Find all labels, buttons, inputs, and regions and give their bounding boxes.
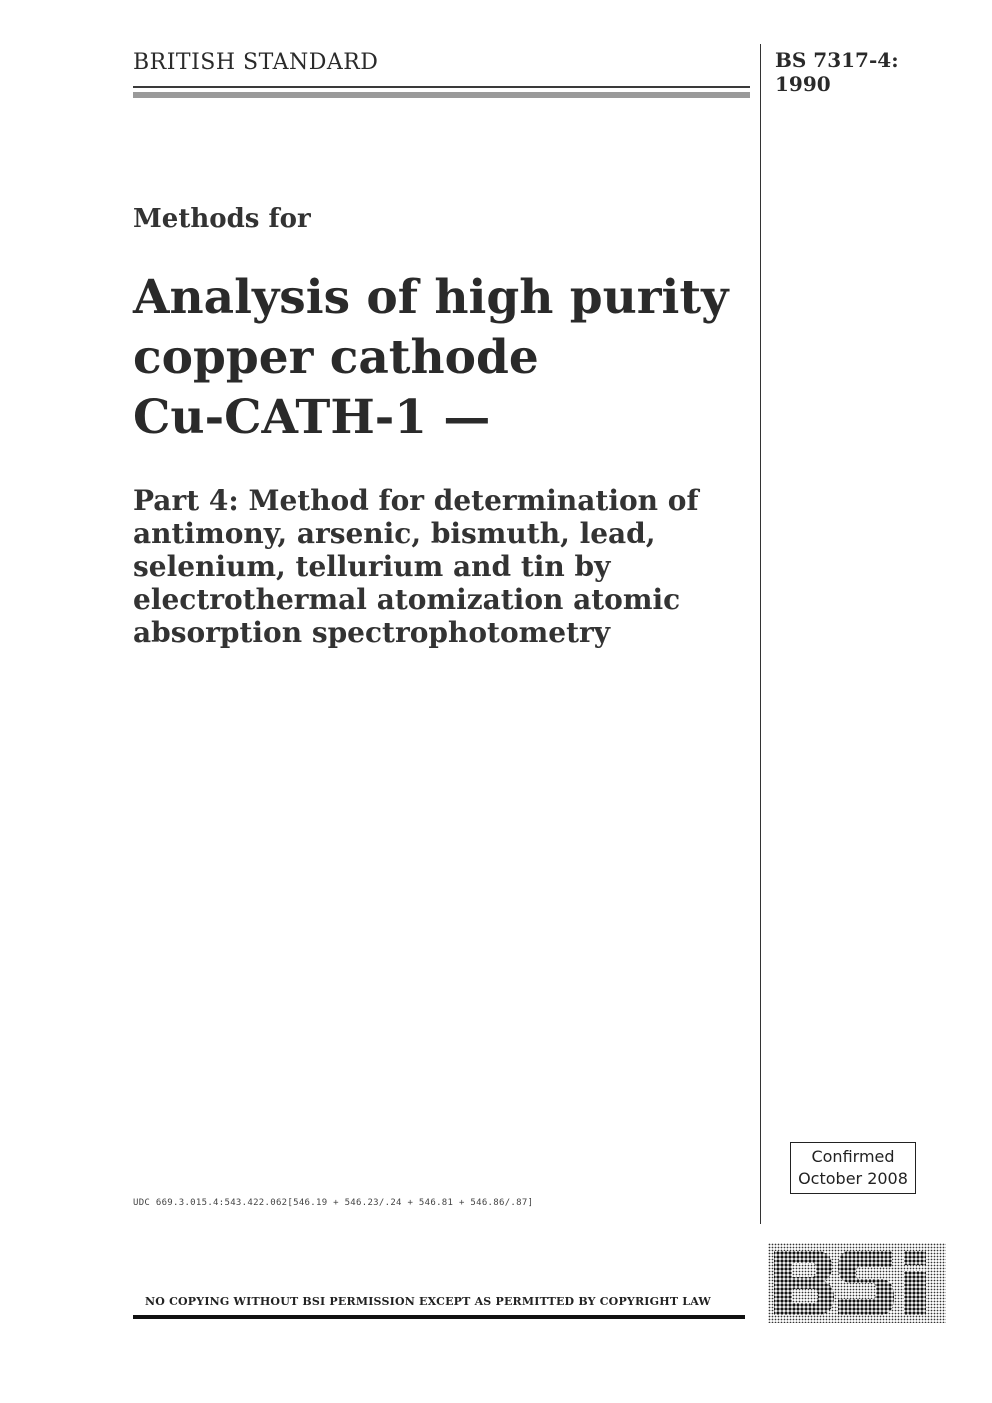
confirmed-stamp (790, 1142, 916, 1194)
bsi-logo (768, 1243, 946, 1323)
subtitle-line: selenium, tellurium and tin by (133, 550, 611, 583)
standard-number-line2: 1990 (775, 72, 831, 96)
subtitle-line: absorption spectrophotometry (133, 616, 611, 649)
title-line: Cu-CATH-1 — (133, 390, 491, 445)
vertical-divider (760, 44, 761, 1224)
document-title (133, 268, 753, 448)
header-rule-thin (133, 86, 750, 88)
subtitle-line: Part 4: Method for determination of (133, 484, 699, 517)
udc-classification: UDC 669.3.015.4:543.422.062[546.19 + 546.23/.24 + 546.81 + 546.86/.87] (133, 1198, 534, 1208)
footer-rule (133, 1315, 745, 1319)
title-lead: Methods for (133, 204, 311, 234)
document-subtitle (133, 484, 753, 649)
subtitle-line: electrothermal atomization atomic (133, 583, 681, 616)
subtitle-line: antimony, arsenic, bismuth, lead, (133, 517, 656, 550)
standard-type-label: BRITISH STANDARD (133, 50, 379, 75)
copyright-notice: NO COPYING WITHOUT BSI PERMISSION EXCEPT AS PERMITTED BY COPYRIGHT LAW (145, 1295, 711, 1308)
standard-number (775, 48, 899, 96)
standard-number-line1: BS 7317-4: (775, 48, 899, 72)
stamp-line2: October 2008 (798, 1169, 908, 1188)
title-line: Analysis of high purity (133, 270, 729, 325)
title-line: copper cathode (133, 330, 539, 385)
header-rule-thick (133, 92, 750, 98)
stamp-line1: Confirmed (811, 1147, 895, 1166)
